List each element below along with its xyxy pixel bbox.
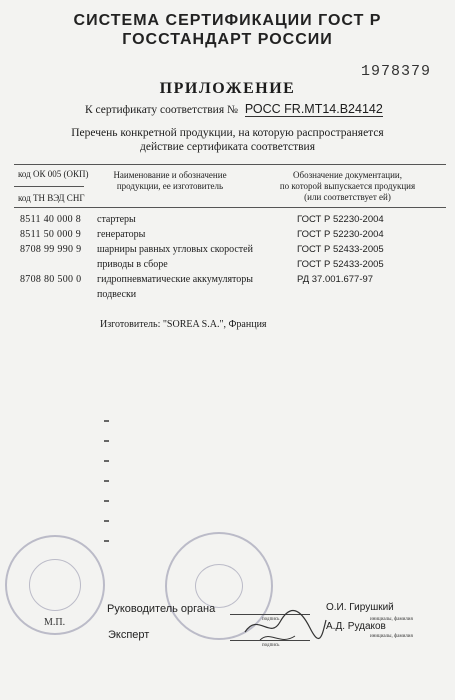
head-initials-caption: инициалы, фамилия: [370, 617, 413, 622]
table-row-doc: ГОСТ Р 52230-2004: [297, 229, 384, 240]
table-row-doc: ГОСТ Р 52433-2005: [297, 244, 384, 255]
table-row-name: гидропневматические аккумуляторы: [97, 274, 254, 285]
head-of-body-label: Руководитель органа: [107, 603, 216, 615]
column-header-doc-line1: Обозначение документации,: [293, 170, 402, 180]
intro-line-2: действие сертификата соответствия: [139, 141, 315, 153]
table-row-doc: РД 37.001.677-97: [297, 274, 374, 285]
binding-mark: [104, 520, 109, 522]
page-title: ПРИЛОЖЕНИЕ: [159, 80, 296, 97]
expert-name: А.Д. Рудаков: [326, 621, 386, 632]
seal-place-label: М.П.: [44, 617, 66, 628]
table-header-bottom-rule: [14, 207, 446, 208]
table-row-code: 8511 50 000 9: [20, 229, 82, 240]
table-row-code: 8511 40 000 8: [20, 214, 82, 225]
table-row-doc: ГОСТ Р 52230-2004: [297, 214, 384, 225]
binding-mark: [104, 460, 109, 462]
binding-mark: [104, 540, 109, 542]
head-sign-caption: подпись: [262, 617, 280, 622]
table-row-doc: ГОСТ Р 52433-2005: [297, 259, 384, 270]
binding-mark: [104, 500, 109, 502]
table-row-name: стартеры: [97, 214, 136, 225]
binding-mark: [104, 420, 109, 422]
table-row-name: генераторы: [97, 229, 146, 240]
head-name: О.И. Гирушкий: [326, 602, 394, 613]
table-row-code: 8708 99 990 9: [20, 244, 82, 255]
header-agency-title: ГОССТАНДАРТ РОССИИ: [122, 31, 333, 48]
binding-mark: [104, 440, 109, 442]
column-header-okp: код ОК 005 (ОКП): [18, 169, 89, 179]
column-header-name-line1: Наименование и обозначение: [113, 170, 227, 180]
column-header-name-line2: продукции, ее изготовитель: [116, 181, 224, 191]
header-system-title: СИСТЕМА СЕРТИФИКАЦИИ ГОСТ Р: [73, 12, 382, 29]
table-row-name: приводы в сборе: [97, 259, 168, 270]
table-row-name: шарниры равных угловых скоростей: [97, 244, 253, 255]
manufacturer-line: Изготовитель: "SOREA S.A.", Франция: [100, 319, 267, 330]
expert-label: Эксперт: [108, 629, 150, 641]
signature-scribble: [240, 600, 330, 650]
table-row-name: подвески: [97, 289, 137, 300]
form-serial-number: 1978379: [360, 63, 431, 80]
column-header-name: [100, 170, 240, 192]
column-header-document: [245, 170, 450, 203]
table-top-rule: [14, 164, 446, 165]
certificate-reference: [85, 102, 383, 116]
expert-sign-caption: подпись: [262, 643, 280, 648]
column-header-doc-line2: по которой выпускается продукция: [279, 181, 416, 191]
expert-initials-caption: инициалы, фамилия: [370, 634, 413, 639]
code-divider-rule: [14, 186, 84, 187]
binding-mark: [104, 480, 109, 482]
table-row-code: 8708 80 500 0: [20, 274, 82, 285]
certificate-number: РОСС FR.MT14.B24142: [244, 102, 383, 116]
intro-line-1: Перечень конкретной продукции, на которую распространяется: [71, 127, 384, 139]
organ-seal-inner-ring: [195, 564, 243, 608]
footer-print-line: [0, 686, 455, 691]
column-header-tnved: код ТН ВЭД СНГ: [18, 193, 85, 203]
column-header-doc-line3: (или соответствует ей): [304, 192, 391, 202]
certificate-prefix: К сертификату соответствия №: [85, 104, 238, 116]
left-seal-inner-ring: [29, 559, 81, 611]
